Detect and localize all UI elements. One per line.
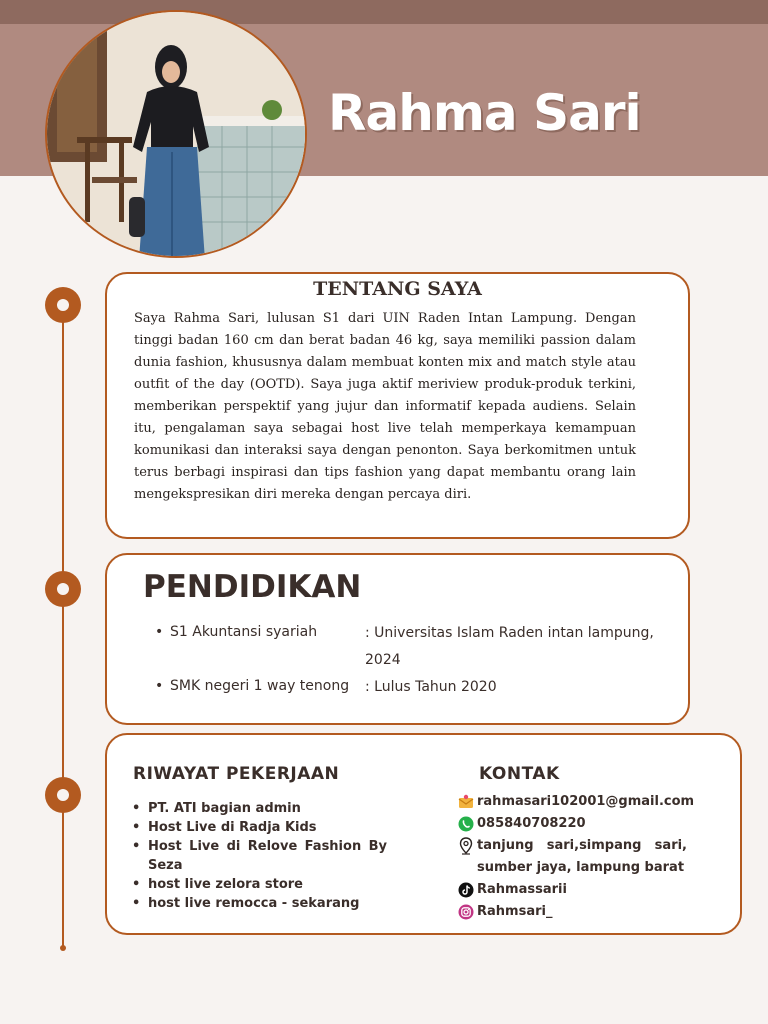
profile-name: Rahma Sari [328,84,641,142]
contact-instagram[interactable] [457,901,687,923]
about-text: Saya Rahma Sari, lulusan S1 dari UIN Raden Intan Lampung. Dengan tinggi badan 160 cm dan berat badan 46 kg, saya memiliki passion dalam dunia fashion, khususnya dalam membuat konten mix and match style atau outfit of the day (OOTD). Saya juga aktif meriview produk-produk terkini, memberikan perspektif yang jujur dan informatif kepada audiens. Selain itu, pengalaman saya sebagai host live telah memperkaya kemampuan komunikasi dan interaksi saya dengan penonton. Saya berkomitmen untuk terus berbagi inspirasi dan tips fashion yang dapat membantu orang lain mengekspresikan diri mereka dengan percaya diri. [134,311,636,502]
work-item: • Host Live di Radja Kids [132,818,387,837]
timeline-marker-education [45,571,81,607]
work-item: • host live remocca - sekarang [132,894,387,913]
work-item: • Host Live di Relove Fashion By Seza [132,837,387,875]
education-degree: S1 Akuntansi syariah [170,624,318,640]
timeline-end-dot [60,945,66,951]
profile-photo [45,10,307,258]
contact-tiktok[interactable] [457,879,687,901]
education-title: PENDIDIKAN [143,569,362,605]
work-title: RIWAYAT PEKERJAAN [133,764,340,784]
timeline-marker-work [45,777,81,813]
contact-address [457,835,687,879]
contact-address-text: tanjung sari,simpang sari, sumber jaya, lampung barat [477,838,687,875]
bullet: • [155,624,164,640]
education-card [105,553,690,725]
education-degree: SMK negeri 1 way tenong [170,678,350,694]
email-icon [457,793,475,811]
about-card [105,272,690,539]
contact-instagram-text: Rahmsari_ [477,904,553,919]
education-institution: : Lulus Tahun 2020 [365,679,497,695]
work-list [132,799,387,913]
contact-list [457,791,695,923]
contact-title: KONTAK [479,764,560,784]
contact-phone-text: 085840708220 [477,816,586,831]
education-institution: : Universitas Islam Raden intan lampung, 2024 [365,625,654,668]
contact-email[interactable] [457,791,695,813]
header-top-strip [0,0,768,24]
work-contact-card [105,733,742,935]
contact-email-text: rahmasari102001@gmail.com [477,794,695,809]
location-pin-icon [457,837,475,855]
instagram-icon [457,903,475,921]
work-item: • host live zelora store [132,875,387,894]
work-item: • PT. ATI bagian admin [132,799,387,818]
contact-tiktok-text: Rahmassarii [477,882,567,897]
tiktok-icon [457,881,475,899]
about-title: TENTANG SAYA [313,278,482,300]
timeline-line [62,304,64,948]
bullet: • [155,678,164,694]
contact-phone[interactable] [457,813,687,835]
timeline-marker-about [45,287,81,323]
whatsapp-icon [457,815,475,833]
